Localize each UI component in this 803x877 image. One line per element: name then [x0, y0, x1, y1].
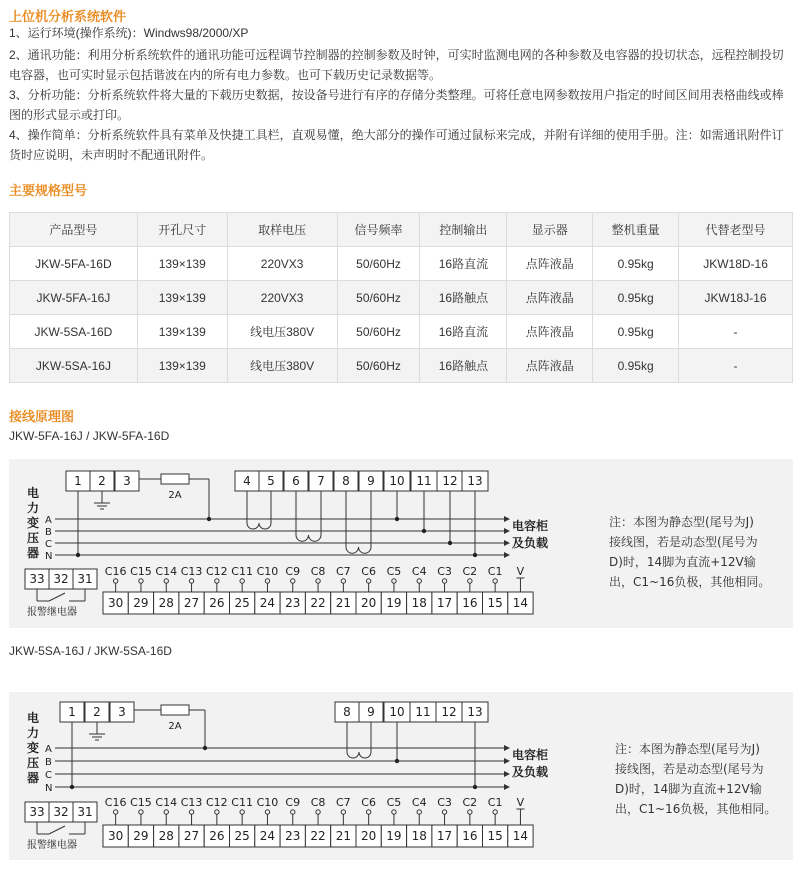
- capacitor-label-C15: C15: [130, 565, 152, 578]
- ct-coil-c: [346, 491, 371, 553]
- load-label: 及负载: [512, 536, 549, 550]
- note-line: 注：本图为静态型(尾号为J): [615, 742, 760, 756]
- wiring-diagram-1: [9, 459, 793, 628]
- capacitor-label-C13: C13: [180, 796, 203, 809]
- diagram1-label: JKW-5FA-16J / JKW-5FA-16D: [9, 429, 170, 443]
- table-cell: 16路直流: [420, 315, 507, 349]
- bottom-terminal-25: 25: [234, 596, 250, 610]
- relay-contact-icon: [49, 826, 65, 834]
- capacitor-label-C2: C2: [462, 565, 478, 578]
- bottom-terminal-23: 23: [285, 596, 301, 610]
- relay-terminal-33: 33: [29, 572, 45, 586]
- col-header: 信号频率: [337, 213, 420, 247]
- wiring-diagram-2: [9, 692, 793, 860]
- terminal-11: 11: [416, 474, 432, 488]
- phase-label-A: A: [45, 744, 52, 755]
- ct-coil: [347, 722, 371, 758]
- terminal-8: 8: [342, 474, 350, 488]
- terminal-9: 9: [367, 705, 375, 719]
- transformer-label: 电: [27, 486, 40, 500]
- transformer-label: 变: [27, 516, 40, 530]
- table-cell: 220VX3: [227, 281, 337, 315]
- terminal-10: 10: [389, 474, 405, 488]
- bottom-terminal-29: 29: [133, 829, 149, 843]
- capacitor-label-C1: C1: [487, 565, 503, 578]
- bottom-terminal-14: 14: [512, 829, 529, 843]
- phase-label-B: B: [45, 527, 52, 538]
- bottom-terminal-22: 22: [310, 829, 326, 843]
- phase-label-N: N: [45, 783, 53, 794]
- software-line-1: 1、运行环境(操作系统)：Windws98/2000/XP: [9, 26, 249, 40]
- bottom-terminal-17: 17: [436, 596, 453, 610]
- col-header: 开孔尺寸: [137, 213, 227, 247]
- terminal-1: 1: [68, 705, 76, 719]
- terminal-2: 2: [93, 705, 101, 719]
- table-cell: 16路触点: [420, 281, 507, 315]
- arrow-icon: [504, 528, 510, 534]
- ct-coil-b: [296, 491, 321, 541]
- table-cell: 220VX3: [227, 247, 337, 281]
- table-cell: 点阵液晶: [507, 349, 593, 383]
- terminal-pin: [215, 579, 219, 583]
- junction-dot: [422, 529, 426, 533]
- table-cell: JKW18D-16: [679, 247, 793, 281]
- diagram-1-note: [609, 512, 770, 592]
- table-cell: 点阵液晶: [507, 281, 593, 315]
- fuse-icon: [161, 705, 189, 715]
- diagram2-label: JKW-5SA-16J / JKW-5SA-16D: [9, 644, 172, 658]
- relay-label: 报警继电器: [27, 607, 77, 618]
- table-cell: -: [679, 315, 793, 349]
- phase-label-C: C: [45, 539, 52, 550]
- capacitor-label-C4: C4: [411, 796, 427, 809]
- arrow-icon: [504, 771, 510, 777]
- terminal-pin: [189, 810, 193, 814]
- fuse-label: 2A: [168, 490, 182, 501]
- arrow-icon: [504, 758, 510, 764]
- note-line: 出，C1~16负极，其他相同。: [615, 802, 777, 816]
- software-line-2: 2、通讯功能：利用分析系统软件的通讯功能可远程调节控制器的控制参数及时钟，可实时监测电网的各种参数及电容器的投切状态，远程控制投切电容器，也可实时显示包括谐波在内的所有电力参数。也可下载历史记录数据等。: [9, 48, 784, 82]
- terminal-pin: [493, 579, 497, 583]
- load-label: 电容柜: [512, 748, 549, 762]
- table-cell: 139×139: [137, 247, 227, 281]
- note-line: 注：本图为静态型(尾号为J): [609, 515, 754, 529]
- terminal-pin: [316, 579, 320, 583]
- capacitor-label-C3: C3: [437, 565, 452, 578]
- arrow-icon: [504, 540, 510, 546]
- terminal-pin: [392, 810, 396, 814]
- transformer-label: 器: [27, 771, 40, 785]
- load-label: 电容柜: [512, 519, 549, 533]
- phase-label-C: C: [45, 770, 52, 781]
- transformer-label: 压: [27, 756, 40, 770]
- table-cell: 点阵液晶: [507, 315, 593, 349]
- arrow-icon: [504, 552, 510, 558]
- capacitor-label-C9: C9: [285, 796, 301, 809]
- table-cell: 0.95kg: [593, 247, 679, 281]
- bottom-terminal-21: 21: [335, 829, 351, 843]
- phase-label-A: A: [45, 515, 52, 526]
- software-title: 上位机分析系统软件: [9, 9, 127, 24]
- capacitor-label-C14: C14: [155, 565, 178, 578]
- bottom-terminal-30: 30: [108, 829, 124, 843]
- col-header: 代替老型号: [679, 213, 793, 247]
- terminal-pin: [366, 810, 370, 814]
- junction-dot: [207, 517, 211, 521]
- capacitor-label-C7: C7: [336, 796, 351, 809]
- table-cell: 点阵液晶: [507, 247, 593, 281]
- capacitor-label-C2: C2: [462, 796, 478, 809]
- transformer-label: 力: [27, 726, 40, 740]
- bottom-terminal-28: 28: [158, 596, 174, 610]
- terminal-pin: [265, 579, 269, 583]
- table-cell: 0.95kg: [593, 349, 679, 383]
- bottom-terminal-27: 27: [183, 596, 200, 610]
- table-cell: 50/60Hz: [337, 247, 420, 281]
- capacitor-label-C3: C3: [437, 796, 452, 809]
- table-cell: 线电压380V: [227, 349, 337, 383]
- table-cell: 50/60Hz: [337, 281, 420, 315]
- capacitor-label-C1: C1: [487, 796, 503, 809]
- capacitor-label-C4: C4: [411, 565, 427, 578]
- bottom-terminal-26: 26: [209, 829, 225, 843]
- terminal-pin: [366, 579, 370, 583]
- table-row: [10, 349, 793, 383]
- col-header: 控制输出: [420, 213, 507, 247]
- transformer-label: 器: [27, 546, 40, 560]
- terminal-12: 12: [441, 705, 457, 719]
- terminal-6: 6: [292, 474, 300, 488]
- bottom-terminal-19: 19: [386, 829, 402, 843]
- relay-terminal-31: 31: [77, 572, 93, 586]
- terminal-pin: [417, 579, 421, 583]
- spec-header-row: [10, 213, 793, 247]
- relay-terminal-31: 31: [77, 805, 93, 819]
- junction-dot: [395, 517, 399, 521]
- junction-dot: [473, 785, 477, 789]
- bottom-terminal-22: 22: [310, 596, 326, 610]
- software-line-3: 3、分析功能：分析系统软件将大量的下载历史数据，按设备号进行有序的存储分类整理。可将任意电网参数按用户指定的时间区间用表格曲线或棒图的形式显示或打印。: [9, 88, 784, 122]
- terminal-5: 5: [267, 474, 275, 488]
- terminal-pin: [240, 810, 244, 814]
- terminal-pin: [113, 579, 117, 583]
- software-line-4: 4、操作简单：分析系统软件具有菜单及快捷工具栏，直观易懂，绝大部分的操作可通过鼠标来完成，并附有详细的使用手册。注：如需通讯附件订货时应说明，未声明时不配通讯附件。: [9, 128, 784, 162]
- table-cell: JKW-5FA-16D: [10, 247, 138, 281]
- terminal-pin: [240, 579, 244, 583]
- capacitor-label-C5: C5: [386, 565, 402, 578]
- table-row: [10, 247, 793, 281]
- bottom-terminal-24: 24: [259, 829, 276, 843]
- bottom-terminal-18: 18: [411, 596, 427, 610]
- relay-contact-icon: [49, 593, 65, 601]
- table-cell: 线电压380V: [227, 315, 337, 349]
- capacitor-label-C16: C16: [104, 565, 127, 578]
- bottom-terminal-16: 16: [462, 829, 478, 843]
- note-line: 出，C1~16负极，其他相同。: [609, 575, 771, 589]
- note-line: 接线图，若是动态型(尾号为: [609, 535, 758, 549]
- arrow-icon: [504, 745, 510, 751]
- transformer-label: 电: [27, 711, 40, 725]
- arrow-icon: [504, 516, 510, 522]
- table-cell: 0.95kg: [593, 281, 679, 315]
- bottom-terminal-23: 23: [285, 829, 301, 843]
- note-line: D)时，14脚为直流+12V输: [609, 555, 756, 569]
- bottom-terminal-27: 27: [183, 829, 200, 843]
- terminal-pin: [417, 810, 421, 814]
- capacitor-label-C16: C16: [104, 796, 127, 809]
- table-cell: JKW-5FA-16J: [10, 281, 138, 315]
- table-row: [10, 281, 793, 315]
- terminal-13: 13: [467, 474, 483, 488]
- table-cell: 50/60Hz: [337, 315, 420, 349]
- load-label: 及负载: [512, 765, 549, 779]
- table-cell: 139×139: [137, 315, 227, 349]
- terminal-pin: [215, 810, 219, 814]
- junction-dot: [473, 553, 477, 557]
- capacitor-label-C15: C15: [130, 796, 152, 809]
- capacitor-label-C8: C8: [310, 796, 326, 809]
- capacitor-label-C8: C8: [310, 565, 326, 578]
- note-line: D)时，14脚为直流+12V输: [615, 782, 762, 796]
- table-cell: -: [679, 349, 793, 383]
- bottom-terminal-17: 17: [436, 829, 453, 843]
- phase-label-B: B: [45, 757, 52, 768]
- ct-coil-a: [247, 491, 271, 529]
- bottom-terminal-30: 30: [108, 596, 124, 610]
- terminal-pin: [316, 810, 320, 814]
- capacitor-label-C10: C10: [256, 796, 279, 809]
- terminal-pin: [341, 579, 345, 583]
- terminal-11: 11: [415, 705, 431, 719]
- relay-terminal-32: 32: [53, 572, 69, 586]
- relay-label: 报警继电器: [27, 840, 77, 851]
- terminal-pin: [113, 810, 117, 814]
- capacitor-label-V: V: [516, 796, 525, 809]
- capacitor-label-C6: C6: [361, 796, 376, 809]
- transformer-label: 压: [27, 531, 40, 545]
- terminal-pin: [139, 810, 143, 814]
- terminal-pin: [139, 579, 143, 583]
- wiring-title: 接线原理图: [9, 409, 75, 424]
- terminal-2: 2: [98, 474, 106, 488]
- transformer-label: 力: [27, 501, 40, 515]
- bottom-terminal-18: 18: [411, 829, 427, 843]
- terminal-1: 1: [74, 474, 82, 488]
- bottom-terminal-14: 14: [512, 596, 529, 610]
- terminal-pin: [468, 810, 472, 814]
- col-header: 整机重量: [593, 213, 679, 247]
- bottom-terminal-19: 19: [386, 596, 402, 610]
- bottom-terminal-20: 20: [361, 596, 377, 610]
- note-line: 接线图，若是动态型(尾号为: [615, 762, 764, 776]
- capacitor-label-C10: C10: [256, 565, 279, 578]
- table-cell: 50/60Hz: [337, 349, 420, 383]
- capacitor-label-V: V: [516, 565, 525, 578]
- table-cell: JKW18J-16: [679, 281, 793, 315]
- capacitor-label-C9: C9: [285, 565, 301, 578]
- relay-terminal-33: 33: [29, 805, 45, 819]
- fuse-label: 2A: [168, 721, 182, 732]
- terminal-4: 4: [243, 474, 251, 488]
- capacitor-label-C14: C14: [155, 796, 178, 809]
- bottom-terminal-26: 26: [209, 596, 225, 610]
- terminal-7: 7: [317, 474, 325, 488]
- terminal-pin: [164, 810, 168, 814]
- terminal-8: 8: [343, 705, 351, 719]
- terminal-pin: [392, 579, 396, 583]
- terminal-pin: [341, 810, 345, 814]
- junction-dot: [395, 759, 399, 763]
- terminal-pin: [493, 810, 497, 814]
- junction-dot: [76, 553, 80, 557]
- terminal-12: 12: [442, 474, 458, 488]
- diagram-2-note: [615, 739, 776, 819]
- relay-terminal-32: 32: [53, 805, 69, 819]
- terminal-3: 3: [123, 474, 131, 488]
- capacitor-label-C13: C13: [180, 565, 203, 578]
- bottom-terminal-15: 15: [487, 596, 503, 610]
- capacitor-label-C12: C12: [206, 565, 228, 578]
- table-cell: 16路触点: [420, 349, 507, 383]
- terminal-pin: [291, 810, 295, 814]
- table-cell: JKW-5SA-16D: [10, 315, 138, 349]
- terminal-pin: [468, 579, 472, 583]
- bottom-terminal-28: 28: [158, 829, 174, 843]
- terminal-pin: [189, 579, 193, 583]
- bottom-terminal-25: 25: [234, 829, 250, 843]
- capacitor-label-C7: C7: [336, 565, 351, 578]
- terminal-10: 10: [389, 705, 405, 719]
- bottom-terminal-29: 29: [133, 596, 149, 610]
- terminal-pin: [442, 810, 446, 814]
- capacitor-label-C12: C12: [206, 796, 228, 809]
- bottom-terminal-21: 21: [335, 596, 351, 610]
- capacitor-label-C6: C6: [361, 565, 376, 578]
- bottom-terminal-15: 15: [487, 829, 503, 843]
- table-cell: JKW-5SA-16J: [10, 349, 138, 383]
- capacitor-label-C11: C11: [231, 565, 253, 578]
- bottom-terminal-16: 16: [462, 596, 478, 610]
- terminal-pin: [291, 579, 295, 583]
- terminal-pin: [265, 810, 269, 814]
- arrow-icon: [504, 784, 510, 790]
- phase-label-N: N: [45, 551, 53, 562]
- table-cell: 139×139: [137, 349, 227, 383]
- col-header: 取样电压: [227, 213, 337, 247]
- capacitor-label-C5: C5: [386, 796, 402, 809]
- transformer-label: 变: [27, 741, 40, 755]
- junction-dot: [70, 785, 74, 789]
- table-cell: 139×139: [137, 281, 227, 315]
- col-header: 显示器: [507, 213, 593, 247]
- junction-dot: [203, 746, 207, 750]
- bottom-terminal-20: 20: [361, 829, 377, 843]
- terminal-3: 3: [118, 705, 126, 719]
- specs-title: 主要规格型号: [9, 183, 88, 198]
- table-row: [10, 315, 793, 349]
- junction-dot: [448, 541, 452, 545]
- capacitor-label-C11: C11: [231, 796, 253, 809]
- terminal-pin: [442, 579, 446, 583]
- table-cell: 16路直流: [420, 247, 507, 281]
- terminal-9: 9: [367, 474, 375, 488]
- fuse-icon: [161, 474, 189, 484]
- col-header: 产品型号: [10, 213, 138, 247]
- terminal-pin: [164, 579, 168, 583]
- bottom-terminal-24: 24: [259, 596, 276, 610]
- spec-table: [9, 212, 793, 383]
- table-cell: 0.95kg: [593, 315, 679, 349]
- terminal-13: 13: [467, 705, 483, 719]
